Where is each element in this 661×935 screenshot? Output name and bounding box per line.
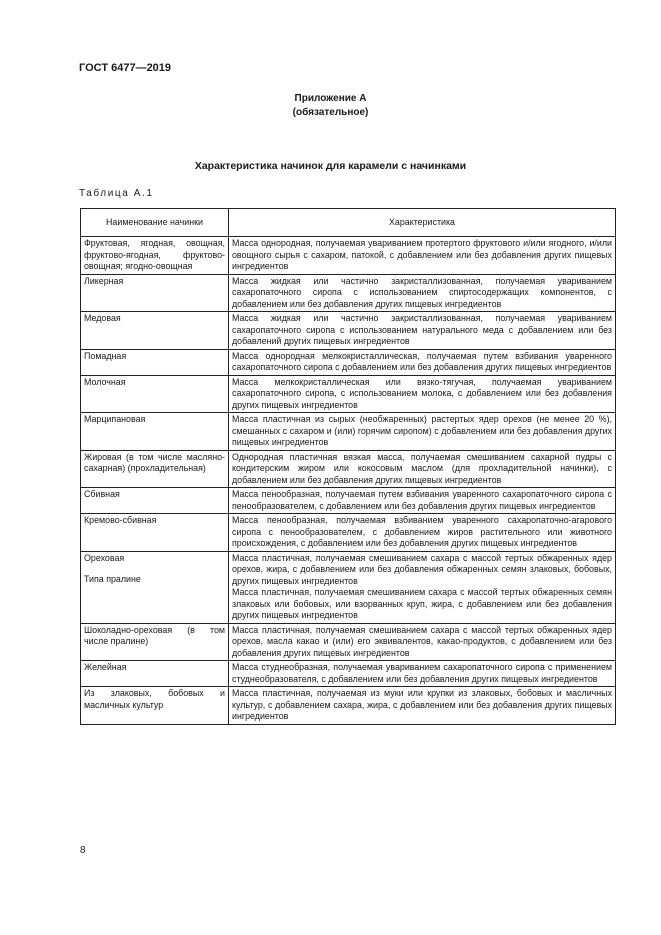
filling-description: Масса жидкая или частично закристаллизованная, получаемая увариванием сахаропаточного сиропа с использованием спиртосодержащих компонентов, с добавлением или без добавления других пищевых ингредиентов [229,274,616,312]
table-row [81,551,616,623]
filling-description: Масса пластичная, получаемая из муки или крупки из злаковых, бобовых и масличных культур, с добавлением сахара, жира, с добавлением или без добавления других пищевых ингредиентов [229,687,616,725]
filling-description: Масса пенообразная, получаемая взбиванием уваренного сахаропаточно-агарового сиропа с пенообразователем, с добавлением жиров растительного или животного происхождения, с добавлением или без добавления других пищевых ингредиентов [229,514,616,552]
filling-description: Масса однородная, получаемая увариванием протертого фруктового и/или ягодного, и/или овощного сырья с сахаром, патокой, с добавлением или без добавления других пищевых ингредиентов [229,237,616,275]
appendix-heading [0,92,661,120]
appendix-status: (обязательное) [292,107,369,118]
standard-header: ГОСТ 6477—2019 [79,62,172,74]
filling-description: Масса студнеобразная, получаемая увариванием сахаропаточного сиропа с применением студнеобразователя, с добавлением или без добавления других пищевых ингредиентов [229,661,616,687]
table-row [81,687,616,725]
filling-name: Молочная [81,375,229,413]
filling-name: Помадная [81,349,229,375]
filling-name: Медовая [81,312,229,350]
filling-name: Шоколадно-ореховая (в том числе пралине) [81,623,229,661]
table-row [81,349,616,375]
table-row [81,375,616,413]
table-row [81,623,616,661]
filling-description: Масса мелкокристаллическая или вязко-тягучая, получаемая увариванием сахаропаточного сиропа, с использованием молока, с добавлением или без добавления других пищевых ингредиентов [229,375,616,413]
table-row [81,413,616,451]
filling-description: Однородная пластичная вязкая масса, получаемая смешиванием сахарной пудры с кондитерским жиром или кокосовым маслом (для прохладительной начинки), с добавлением или без добавления других пищевых ингредиентов [229,450,616,488]
filling-name: Желейная [81,661,229,687]
column-header-name: Наименование начинки [81,209,229,237]
section-title: Характеристика начинок для карамели с начинками [194,160,467,172]
table-row [81,274,616,312]
table-row [81,661,616,687]
filling-name: Кремово-сбивная [81,514,229,552]
table-row [81,488,616,514]
table-row [81,312,616,350]
table-row [81,450,616,488]
fillings-table [80,208,616,725]
filling-name: Сбивная [81,488,229,514]
filling-name: Типа пралине [84,574,141,584]
spacer [84,564,225,574]
filling-name: Марципановая [81,413,229,451]
filling-name-group [81,551,229,623]
table-row [81,514,616,552]
table-label: Таблица А.1 [79,188,154,199]
filling-name: Жировая (в том числе масляно-сахарная) (прохладительная) [81,450,229,488]
filling-description: Масса пенообразная, получаемая путем взбивания уваренного сахаропаточного сиропа с пенообразователем, с добавлением или без добавления других пищевых ингредиентов [229,488,616,514]
filling-name: Ликерная [81,274,229,312]
page-number: 8 [80,845,86,856]
filling-name: Фруктовая, ягодная, овощная, фруктово-ягодная, фруктово-овощная; ягодно-овощная [81,237,229,275]
table-row [81,237,616,275]
filling-description: Масса пластичная, получаемая смешиванием сахара с массой тертых обжаренных ядер орехов, масла какао и (или) его эквивалентов, какао-продуктов, с добавлением или без добавления других пищевых ингредиентов [229,623,616,661]
appendix-title: Приложение А [294,93,367,104]
filling-description-group [229,551,616,623]
table-header-row [81,209,616,237]
filling-description: Масса однородная мелкокристаллическая, получаемая путем взбивания уваренного сахаропаточного сиропа с добавлением или без добавления других пищевых ингредиентов [229,349,616,375]
filling-name: Из злаковых, бобовых и масличных культур [81,687,229,725]
filling-name: Ореховая [84,552,125,563]
column-header-characteristic: Характеристика [229,209,616,237]
filling-description: Масса жидкая или частично закристаллизованная, получаемая увариванием сахаропаточного сиропа с использованием натурального меда с добавлением или без добавлений других пищевых ингредиентов [229,312,616,350]
filling-description: Масса пластичная, получаемая смешиванием сахара с массой тертых обжаренных ядер орехов, жира, с добавлением или без добавления обжаренных семян злаковых, бобовых, других пищевых ингредиентов [232,552,612,586]
filling-description: Масса пластичная из сырых (необжаренных) растертых ядер орехов (не менее 20 %), смешанных с сахаром и (или) горячим сиропом) с добавлением или без добавления других пищевых ингредиентов [229,413,616,451]
filling-description: Масса пластичная, получаемая смешиванием сахара с массой тертых обжаренных семян злаковых или бобовых, или взорванных круп, жира, с добавлением или без добавления других пищевых ингредиентов [232,587,612,620]
